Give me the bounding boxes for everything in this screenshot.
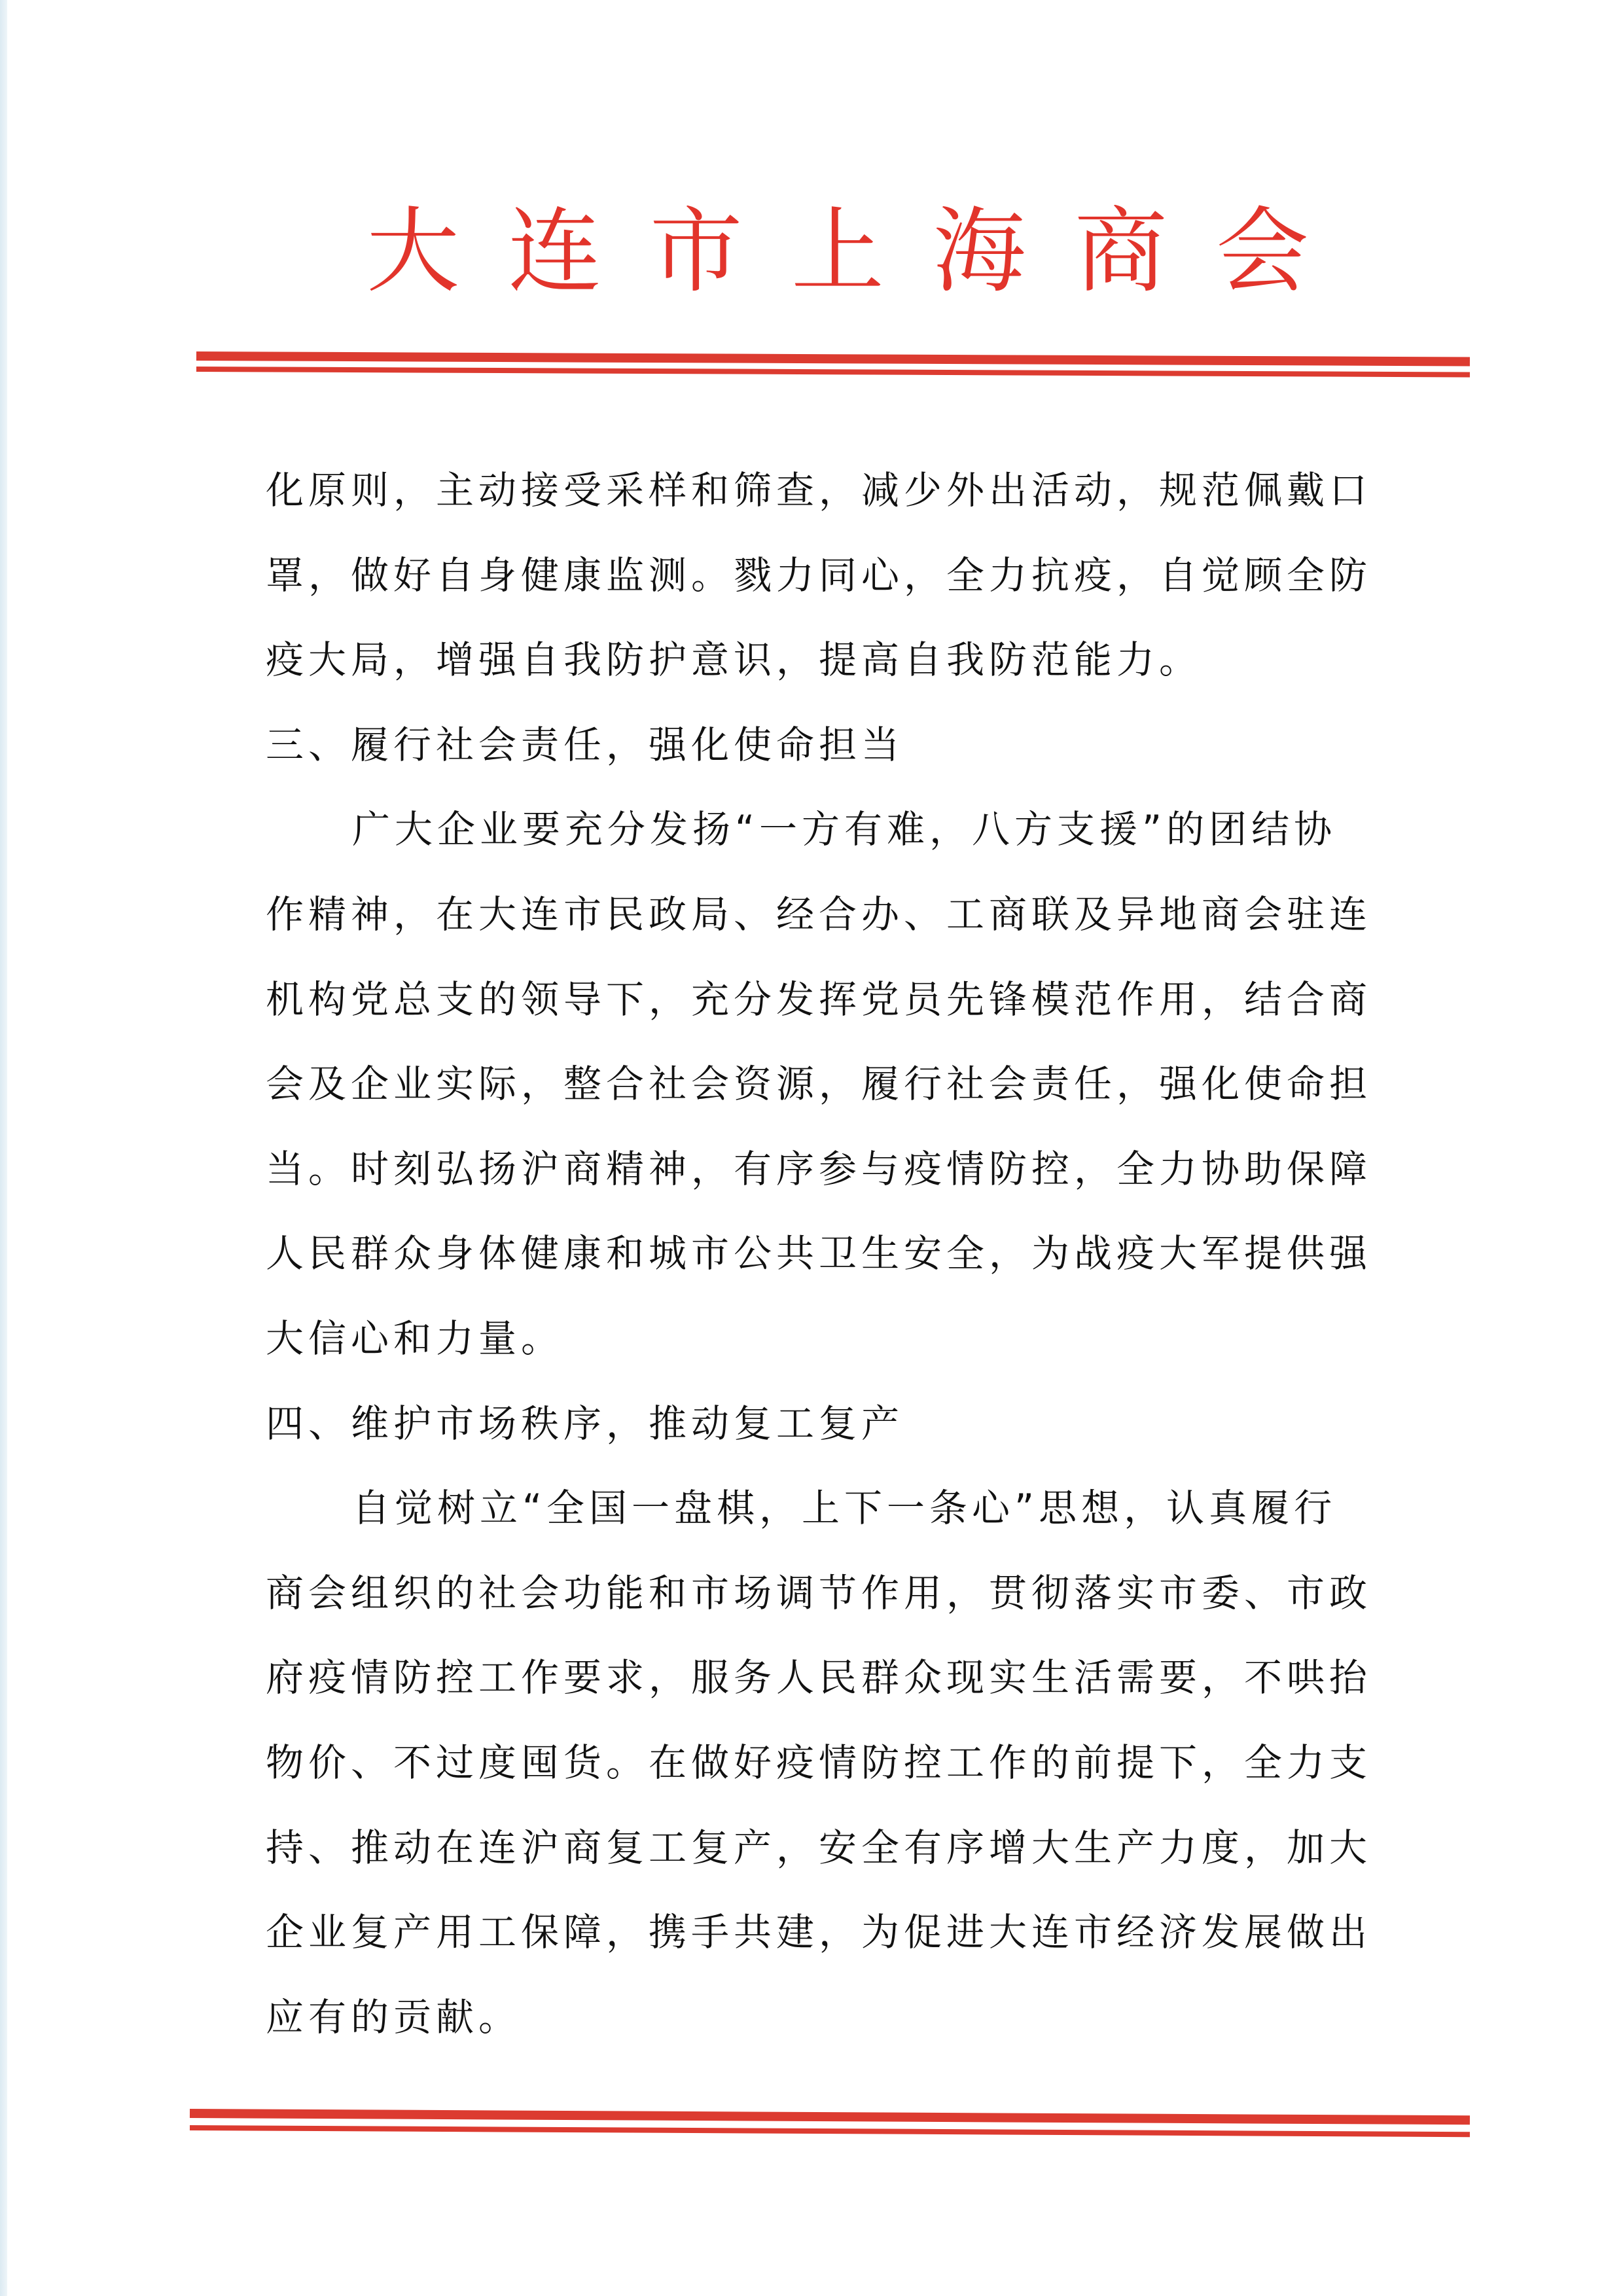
header-rule-thick — [196, 351, 1470, 366]
title-char: 会 — [1215, 198, 1309, 306]
body-line: 大信心和力量。 — [266, 1316, 564, 1361]
body-line: 府疫情防控工作要求，服务人民群众现实生活需要，不哄抬 — [266, 1655, 1372, 1700]
title-char: 上 — [791, 198, 884, 306]
letterhead-title — [366, 190, 1309, 314]
body-line: 当。时刻弘扬沪商精神，有序参与疫情防控，全力协助保障 — [266, 1146, 1372, 1191]
body-line: 应有的贡献。 — [266, 1994, 522, 2039]
header-rule-thin — [196, 367, 1470, 377]
body-line: 持、推动在连沪商复工复产，安全有序增大生产力度，加大 — [266, 1825, 1372, 1870]
footer-rule-thick — [190, 2109, 1470, 2125]
body-line: 商会组织的社会功能和市场调节作用，贯彻落实市委、市政 — [266, 1570, 1372, 1615]
body-line: 机构党总支的领导下，充分发挥党员先锋模范作用，结合商 — [266, 977, 1372, 1022]
body-line: 会及企业实际，整合社会资源，履行社会责任，强化使命担 — [266, 1062, 1372, 1107]
title-char: 连 — [508, 198, 601, 306]
body-line: 企业复产用工保障，携手共建，为促进大连市经济发展做出 — [266, 1910, 1372, 1955]
body-line: 作精神，在大连市民政局、经合办、工商联及异地商会驻连 — [266, 891, 1372, 937]
title-char: 市 — [649, 198, 743, 306]
body-line: 化原则，主动接受采样和筛查，减少外出活动，规范佩戴口 — [266, 468, 1372, 512]
body-line: 广大企业要充分发扬“一方有难，八方支援”的团结协 — [352, 807, 1337, 852]
scan-edge — [0, 0, 7, 2296]
title-char: 商 — [1074, 198, 1168, 306]
body-line: 人民群众身体健康和城市公共卫生安全，为战疫大军提供强 — [266, 1231, 1372, 1276]
title-char: 海 — [933, 198, 1026, 306]
footer-rule-thin — [190, 2125, 1470, 2137]
section-heading: 三、履行社会责任，强化使命担当 — [266, 722, 904, 767]
body-line: 自觉树立“全国一盘棋，上下一条心”思想，认真履行 — [352, 1486, 1337, 1531]
body-line: 罩，做好自身健康监测。戮力同心，全力抗疫，自觉顾全防 — [266, 552, 1372, 598]
section-heading: 四、维护市场秩序，推动复工复产 — [266, 1401, 904, 1446]
title-char: 大 — [366, 198, 459, 306]
body-line: 疫大局，增强自我防护意识，提高自我防范能力。 — [266, 637, 1202, 683]
body-line: 物价、不过度囤货。在做好疫情防控工作的前提下，全力支 — [266, 1740, 1372, 1785]
document-body — [266, 448, 1391, 2060]
